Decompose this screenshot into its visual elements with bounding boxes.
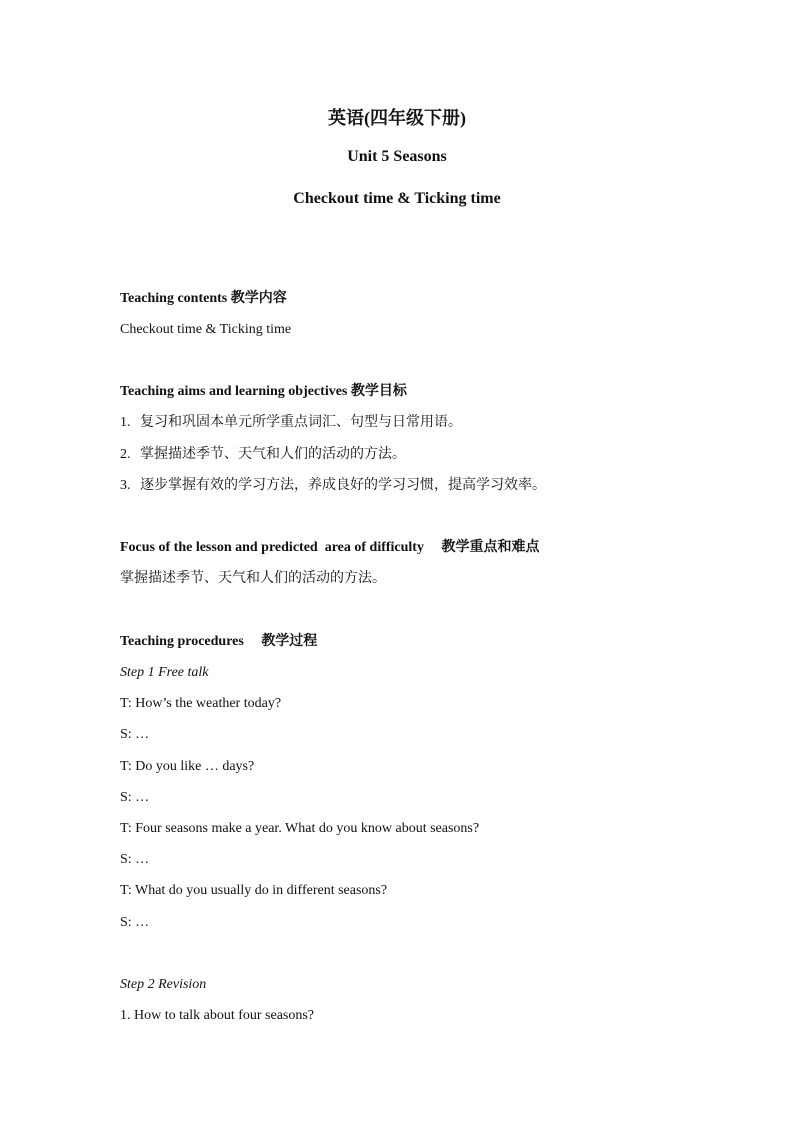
step2-title: Step 2 Revision bbox=[120, 977, 207, 992]
focus-heading: Focus of the lesson and predicted area of difficulty 教学重点和难点 bbox=[120, 540, 540, 555]
dialogue-line: T: Do you like … days? bbox=[120, 759, 255, 774]
lesson-title: Checkout time & Ticking time bbox=[293, 190, 501, 207]
aims-item bbox=[120, 476, 546, 496]
dialogue-line: S: … bbox=[120, 790, 150, 805]
aims-item-text: 逐步掌握有效的学习方法，养成良好的学习习惯，提高学习效率。 bbox=[140, 478, 546, 493]
unit-title: Unit 5 Seasons bbox=[347, 148, 447, 165]
step2-line: 1. How to talk about four seasons? bbox=[120, 1008, 315, 1023]
aims-item-number: 1. bbox=[120, 415, 131, 430]
contents-text: Checkout time & Ticking time bbox=[120, 322, 292, 337]
aims-item-text: 掌握描述季节、天气和人们的活动的方法。 bbox=[140, 447, 406, 462]
aims-item-number: 2. bbox=[120, 447, 131, 462]
dialogue-line: S: … bbox=[120, 852, 150, 867]
document-title: 英语(四年级下册) bbox=[328, 108, 466, 128]
contents-heading: Teaching contents 教学内容 bbox=[120, 291, 287, 306]
aims-item bbox=[120, 445, 406, 465]
focus-text: 掌握描述季节、天气和人们的活动的方法。 bbox=[120, 571, 386, 586]
aims-heading: Teaching aims and learning objectives 教学目标 bbox=[120, 384, 407, 399]
step1-title: Step 1 Free talk bbox=[120, 665, 209, 680]
dialogue-line: S: … bbox=[120, 915, 150, 930]
aims-item-number: 3. bbox=[120, 478, 131, 493]
dialogue-line: T: Four seasons make a year. What do you know about seasons? bbox=[120, 821, 480, 836]
dialogue-line: T: What do you usually do in different seasons? bbox=[120, 883, 388, 898]
dialogue-line: S: … bbox=[120, 727, 150, 742]
aims-item-text: 复习和巩固本单元所学重点词汇、句型与日常用语。 bbox=[140, 415, 462, 430]
procedures-heading: Teaching procedures 教学过程 bbox=[120, 634, 318, 649]
aims-item bbox=[120, 413, 462, 433]
dialogue-line: T: How’s the weather today? bbox=[120, 696, 282, 711]
